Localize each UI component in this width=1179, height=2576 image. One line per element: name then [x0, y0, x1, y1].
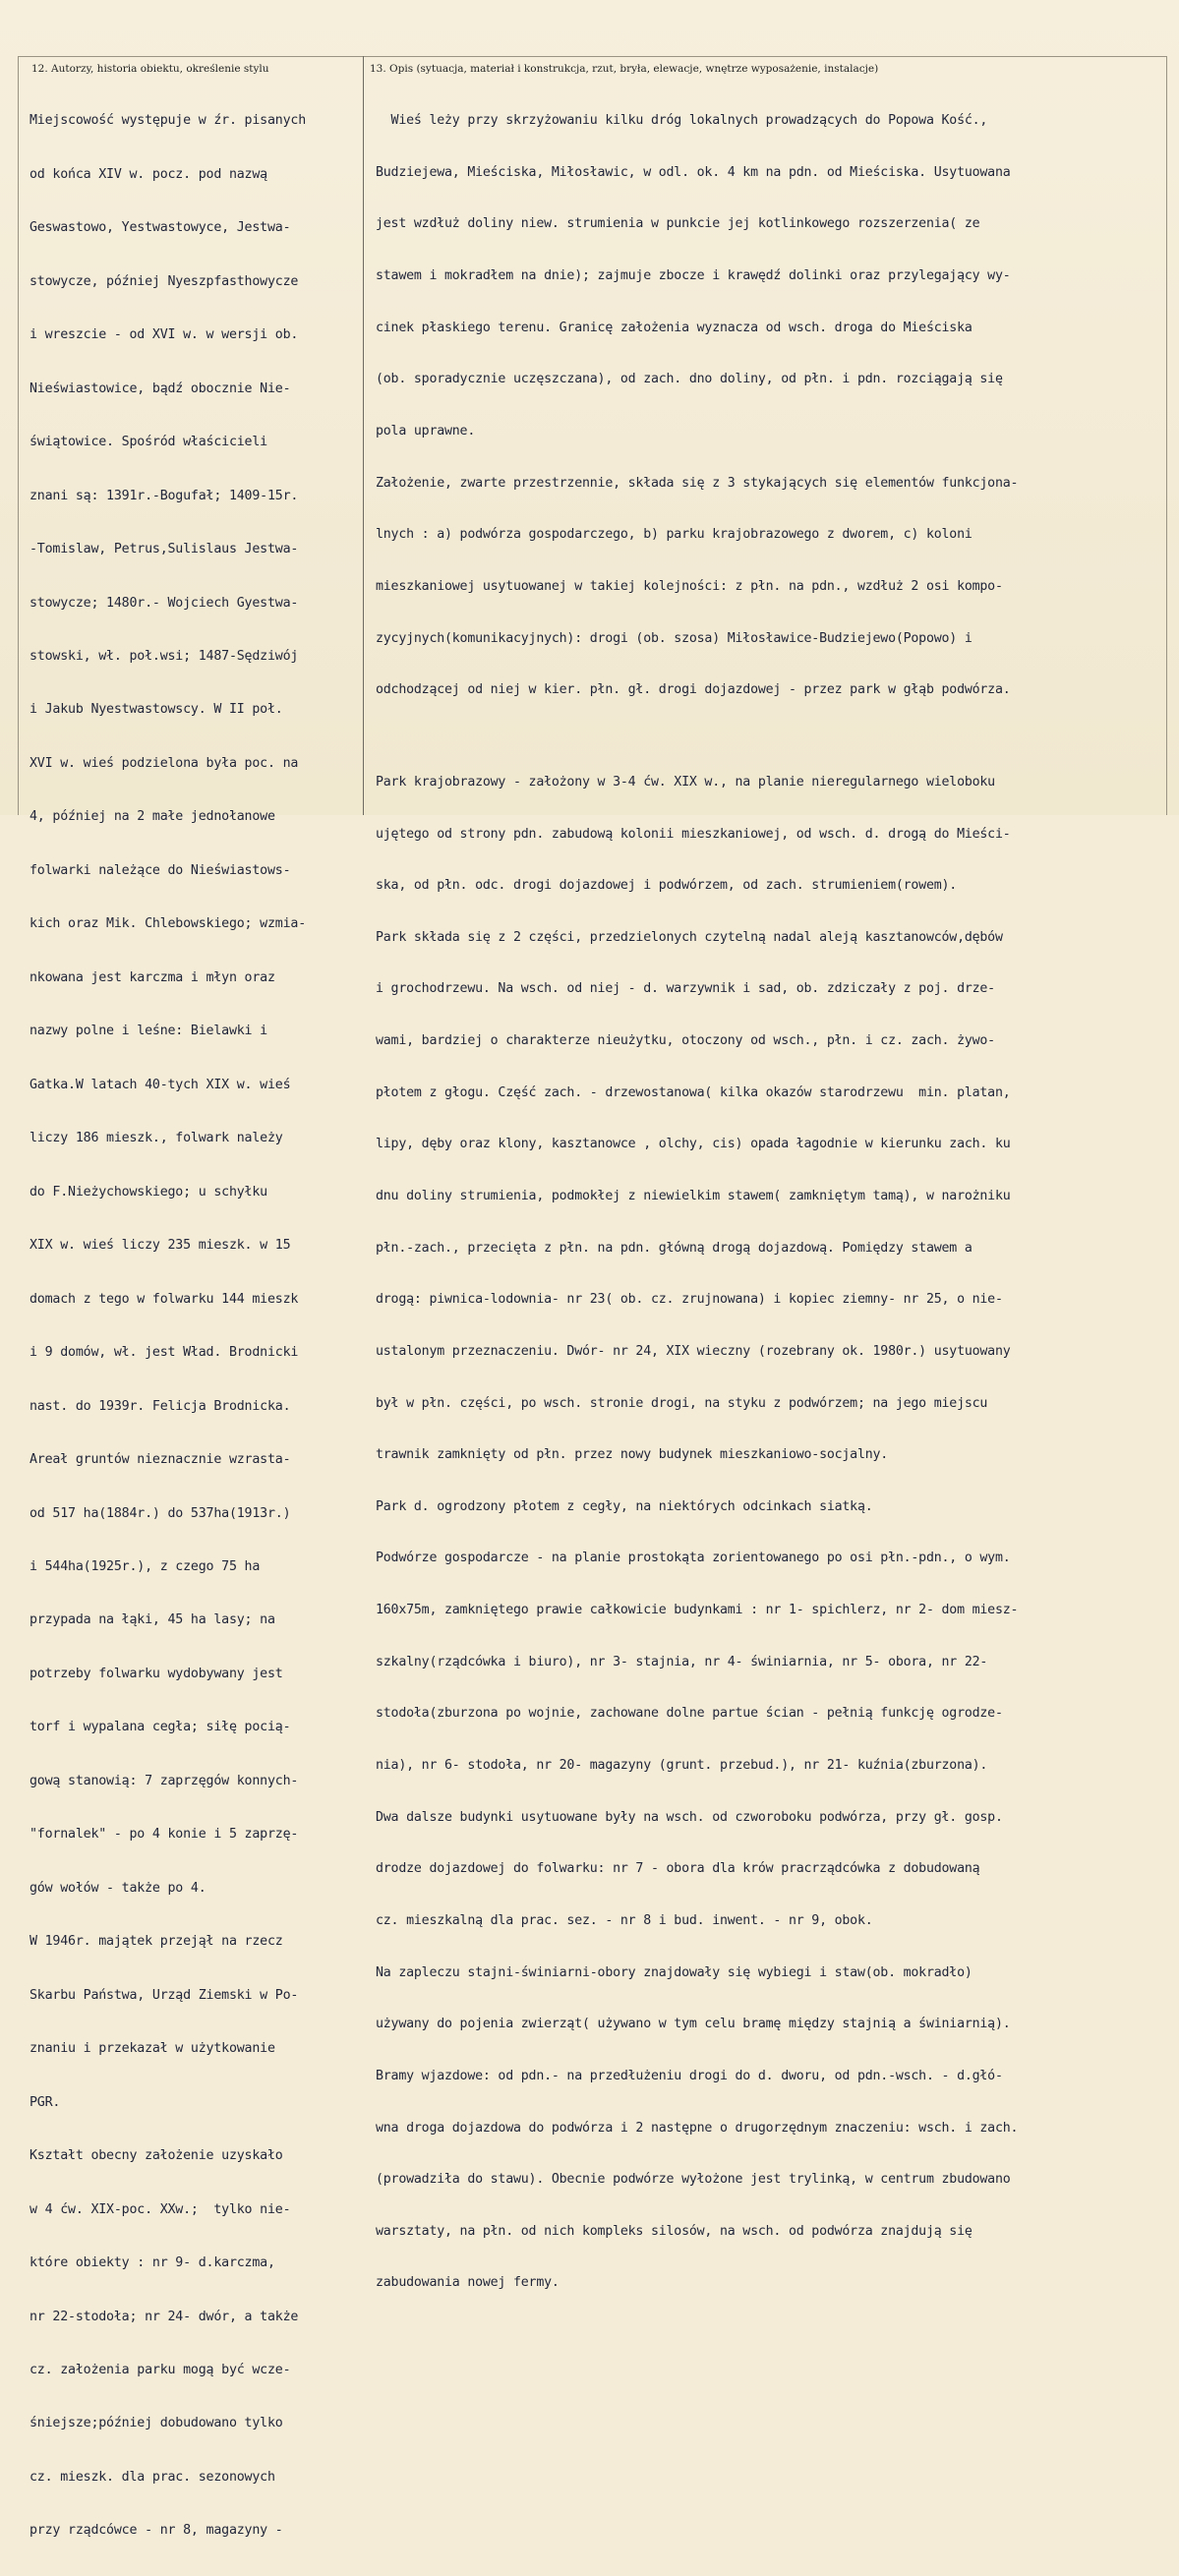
text-line: w 4 ćw. XIX-poc. XXw.; tylko nie- [29, 2201, 291, 2217]
text-line: odchodzącej od niej w kier. płn. gł. drogi dojazdowej - przez park w głąb podwórza. [376, 682, 1011, 698]
text-line: Bramy wjazdowe: od pdn.- na przedłużeniu drogi do d. dworu, od pdn.-wsch. - d.głó- [376, 2068, 1003, 2083]
text-line: jest wzdłuż doliny niew. strumienia w punkcie jej kotlinkowego rozszerzenia( ze [376, 216, 980, 232]
form-left-border [18, 56, 19, 815]
text-line: 160x75m, zamkniętego prawie całkowicie budynkami : nr 1- spichlerz, nr 2- dom miesz- [376, 1603, 1019, 1618]
text-line: "fornalek" - po 4 konie i 5 zaprzę- [29, 1827, 299, 1843]
paragraph-gap [376, 733, 1172, 739]
text-line: Skarbu Państwa, Urząd Ziemski w Po- [29, 1987, 299, 2003]
form-top-border [18, 56, 1167, 57]
text-line: pola uprawne. [376, 423, 476, 439]
text-line: wami, bardziej o charakterze nieużytku, otoczony od wsch., płn. i cz. zach. żywo- [376, 1033, 995, 1049]
text-line: był w płn. części, po wsch. stronie drogi, na styku z podwórzem; na jego miejscu [376, 1395, 988, 1411]
text-line: stowycze; 1480r.- Wojciech Gyestwa- [29, 595, 299, 611]
text-line: cz. mieszk. dla prac. sezonowych [29, 2469, 275, 2485]
text-line: lipy, dęby oraz klony, kasztanowce , olchy, cis) opada łagodnie w kierunku zach. ku [376, 1137, 1011, 1152]
text-line: stawem i mokradłem na dnie); zajmuje zbocze i krawędź dolinki oraz przylegający wy- [376, 268, 1011, 284]
text-line: od końca XIV w. pocz. pod nazwą [29, 166, 267, 182]
text-line: przy rządcówce - nr 8, magazyny - [29, 2523, 283, 2539]
text-line: Park d. ogrodzony płotem z cegły, na niektórych odcinkach siatką. [376, 1498, 873, 1514]
text-line: potrzeby folwarku wydobywany jest [29, 1666, 283, 1681]
text-line: trawnik zamknięty od płn. przez nowy budynek mieszkaniowo-socjalny. [376, 1447, 889, 1463]
text-line: zycyjnych(komunikacyjnych): drogi (ob. szosa) Miłosławice-Budziejewo(Popowo) i [376, 630, 973, 646]
text-line: ustalonym przeznaczeniu. Dwór- nr 24, XIX wieczny (rozebrany ok. 1980r.) usytuowany [376, 1343, 1011, 1359]
text-line: używany do pojenia zwierząt( używano w tym celu bramę między stajnią a świniarnią). [376, 2017, 1011, 2032]
text-line: od 517 ha(1884r.) do 537ha(1913r.) [29, 1505, 291, 1521]
text-line: nr 22-stodoła; nr 24- dwór, a także [29, 2309, 299, 2324]
history-text-column [29, 77, 360, 2576]
text-line: cinek płaskiego terenu. Granicę założenia wyznacza od wsch. droga do Mieściska [376, 320, 973, 335]
text-line: -Tomislaw, Petrus,Sulislaus Jestwa- [29, 542, 299, 557]
text-line: płn.-zach., przecięta z płn. na pdn. główną drogą dojazdową. Pomiędzy stawem a [376, 1240, 973, 1256]
text-line: warsztaty, na płn. od nich kompleks silosów, na wsch. od podwórza znajdują się [376, 2223, 973, 2239]
text-line: i grochodrzewu. Na wsch. od niej - d. warzywnik i sad, ob. zdziczały z poj. drze- [376, 981, 995, 997]
text-line: gów wołów - także po 4. [29, 1880, 206, 1896]
text-line: znaniu i przekazał w użytkowanie [29, 2041, 275, 2057]
section-12-header: 12. Autorzy, historia obiektu, określenie stylu [31, 63, 269, 75]
text-line: domach z tego w folwarku 144 mieszk [29, 1291, 299, 1307]
text-line: Areał gruntów nieznacznie wzrasta- [29, 1452, 291, 1468]
text-line: do F.Nieżychowskiego; u schyłku [29, 1184, 267, 1200]
text-line: świątowice. Spośród właścicieli [29, 435, 267, 450]
text-line: które obiekty : nr 9- d.karczma, [29, 2255, 275, 2271]
text-line: płotem z głogu. Część zach. - drzewostanowa( kilka okazów starodrzewu min. platan, [376, 1084, 1011, 1100]
text-line: ska, od płn. odc. drogi dojazdowej i podwórzem, od zach. strumieniem(rowem). [376, 878, 958, 894]
text-line: drodze dojazdowej do folwarku: nr 7 - obora dla krów pracrządcówka z dobudowaną [376, 1861, 980, 1877]
text-line: folwarki należące do Nieświastows- [29, 862, 291, 878]
text-line: cz. mieszkalną dla prac. sez. - nr 8 i bud. inwent. - nr 9, obok. [376, 1912, 873, 1928]
text-line: Gatka.W latach 40-tych XIX w. wieś [29, 1077, 291, 1092]
text-line: nast. do 1939r. Felicja Brodnicka. [29, 1398, 291, 1414]
text-line: nazwy polne i leśne: Bielawki i [29, 1024, 267, 1039]
column-divider [363, 56, 364, 815]
text-line: dnu doliny strumienia, podmokłej z niewielkim stawem( zamkniętym tamą), w narożniku [376, 1189, 1011, 1203]
text-line: XIX w. wieś liczy 235 mieszk. w 15 [29, 1238, 291, 1254]
text-line: (prowadziła do stawu). Obecnie podwórze wyłożone jest trylinką, w centrum zbudowano [376, 2172, 1011, 2188]
text-line: przypada na łąki, 45 ha lasy; na [29, 1612, 275, 1628]
text-line: cz. założenia parku mogą być wcze- [29, 2363, 291, 2377]
text-line: szkalny(rządcówka i biuro), nr 3- stajnia, nr 4- świniarnia, nr 5- obora, nr 22- [376, 1654, 988, 1669]
text-line: Dwa dalsze budynki usytuowane były na wsch. od czworoboku podwórza, przy gł. gosp. [376, 1809, 1003, 1825]
text-line: stowski, wł. poł.wsi; 1487-Sędziwój [29, 649, 299, 664]
text-line: Kształt obecny założenie uzyskało [29, 2148, 283, 2164]
text-line: lnych : a) podwórza gospodarczego, b) parku krajobrazowego z dworem, c) koloni [376, 527, 973, 543]
text-line: ujętego od strony pdn. zabudową kolonii mieszkaniowej, od wsch. d. drogą do Mieści- [376, 826, 1011, 842]
text-line: (ob. sporadycznie uczęszczana), od zach. dno doliny, od płn. i pdn. rozciągają się [376, 372, 1003, 387]
description-text-column [376, 78, 1172, 2326]
text-line: Budziejewa, Mieściska, Miłosławic, w odl. ok. 4 km na pdn. od Mieściska. Usytuowana [376, 164, 1011, 180]
text-line: i wreszcie - od XVI w. w wersji ob. [29, 327, 299, 343]
text-line: torf i wypalana cegła; siłę pocią- [29, 1720, 291, 1735]
text-line: mieszkaniowej usytuowanej w takiej kolejności: z płn. na pdn., wzdłuż 2 osi kompo- [376, 578, 1003, 594]
section-13-header: 13. Opis (sytuacja, materiał i konstrukcja, rzut, bryła, elewacje, wnętrze wyposażenie, instalacje) [370, 63, 879, 75]
text-line: śniejsze;później dobudowano tylko [29, 2416, 283, 2431]
text-line: Park składa się z 2 części, przedzielonych czytelną nadal aleją kasztanowców,dębów [376, 929, 1003, 945]
text-line: gową stanowią: 7 zaprzęgów konnych- [29, 1773, 299, 1788]
text-line: zabudowania nowej fermy. [376, 2275, 560, 2291]
text-line: W 1946r. majątek przejął na rzecz [29, 1934, 283, 1950]
text-line: wna droga dojazdowa do podwórza i 2 następne o drugorzędnym znaczeniu: wsch. i zach. [376, 2120, 1019, 2136]
text-line: 4, później na 2 małe jednołanowe [29, 809, 275, 825]
text-line: Miejscowość występuje w źr. pisanych [29, 113, 306, 129]
text-line: Na zapleczu stajni-świniarni-obory znajdowały się wybiegi i staw(ob. mokradło) [376, 1964, 973, 1980]
text-line: znani są: 1391r.-Bogufał; 1409-15r. [29, 488, 299, 503]
text-line: Nieświastowice, bądź obocznie Nie- [29, 381, 291, 396]
text-line: nkowana jest karczma i młyn oraz [29, 969, 275, 985]
text-line: stowycze, później Nyeszpfasthowycze [29, 273, 299, 289]
text-line: Podwórze gospodarcze - na planie prostokąta zorientowanego po osi płn.-pdn., o wym. [376, 1551, 1011, 1566]
text-line: i 9 domów, wł. jest Wład. Brodnicki [29, 1345, 299, 1361]
text-line: Geswastowo, Yestwastowyce, Jestwa- [29, 220, 291, 236]
text-line: i Jakub Nyestwastowscy. W II poł. [29, 702, 283, 718]
text-line: Park krajobrazowy - założony w 3-4 ćw. XIX w., na planie nieregularnego wieloboku [376, 774, 995, 790]
text-line: nia), nr 6- stodoła, nr 20- magazyny (grunt. przebud.), nr 21- kuźnia(zburzona). [376, 1758, 988, 1774]
text-line: Wieś leży przy skrzyżowaniu kilku dróg lokalnych prowadzących do Popowa Kość., [376, 113, 988, 129]
text-line: stodoła(zburzona po wojnie, zachowane dolne partue ścian - pełnią funkcję ogrodze- [376, 1706, 1003, 1722]
text-line: i 544ha(1925r.), z czego 75 ha [29, 1558, 261, 1574]
text-line: kich oraz Mik. Chlebowskiego; wzmia- [29, 916, 306, 932]
text-line: XVI w. wieś podzielona była poc. na [29, 755, 299, 771]
text-line: liczy 186 mieszk., folwark należy [29, 1131, 283, 1146]
text-line: PGR. [29, 2094, 61, 2110]
text-line: drogą: piwnica-lodownia- nr 23( ob. cz. zrujnowana) i kopiec ziemny- nr 25, o nie- [376, 1292, 1003, 1308]
text-line: Założenie, zwarte przestrzennie, składa się z 3 stykających się elementów funkcjona- [376, 475, 1019, 491]
